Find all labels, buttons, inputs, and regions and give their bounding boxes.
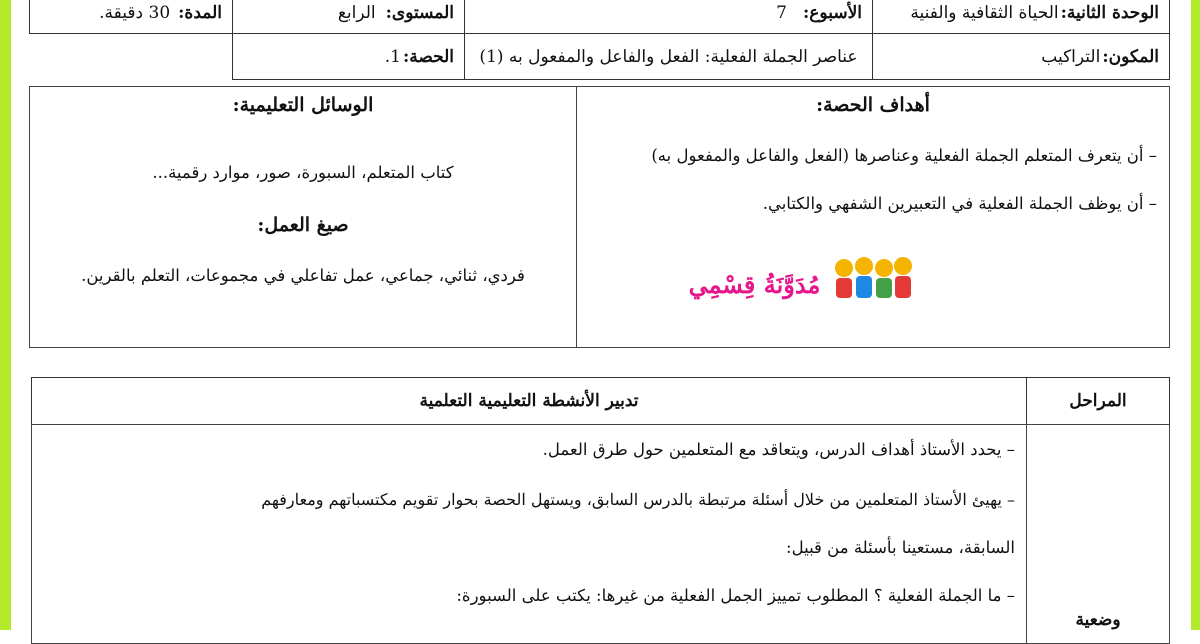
week-value: 7 (776, 3, 787, 23)
management-header: تدبير الأنشطة التعليمية التعلمية (419, 391, 639, 411)
component-value: التراكيب (1041, 46, 1101, 67)
kids-illustration-icon (832, 254, 914, 302)
week-label: الأسبوع: (803, 3, 862, 23)
stages-header-cell (1026, 377, 1170, 425)
session-label: الحصة: (402, 46, 454, 67)
work-forms-text: فردي، ثنائي، جماعي، عمل تفاعلي في مجموعات، التعلم بالقرين. (81, 266, 525, 285)
session-cell (232, 33, 465, 80)
lesson-topic: عناصر الجملة الفعلية: الفعل والفاعل والمفعول به (1) (479, 46, 858, 67)
objective-item-1: – أن يتعرف المتعلم الجملة الفعلية وعناصرها (الفعل والفاعل والمفعول به) (651, 146, 1157, 165)
stage-label: وضعية (1075, 610, 1121, 630)
work-forms-title: صيغ العمل: (257, 214, 349, 236)
duration-label: المدة: (178, 3, 222, 23)
unit-value: الحياة الثقافية والفنية (910, 3, 1059, 23)
duration-value: 30 دقيقة. (99, 3, 171, 23)
session-value: 1. (384, 46, 401, 67)
objective-item-2: – أن يوظف الجملة الفعلية في التعبيرين الشفهي والكتابي. (762, 194, 1157, 213)
objectives-title: أهداف الحصة: (816, 94, 930, 116)
site-logo (672, 254, 912, 310)
kid-body-1 (836, 278, 852, 298)
activity-line-1: – يحدد الأستاذ أهداف الدرس، ويتعاقد مع المتعلمين حول طرق العمل. (542, 440, 1015, 459)
logo-text: مُدَوَّنَةُ قِسْمِي (688, 270, 821, 299)
kid-body-4 (895, 276, 911, 298)
materials-text: كتاب المتعلم، السبورة، صور، موارد رقمية... (152, 163, 454, 182)
unit-label: الوحدة الثانية: (1060, 3, 1159, 23)
stages-header: المراحل (1069, 391, 1127, 411)
week-cell (464, 0, 873, 34)
activity-line-3: السابقة، مستعينا بأسئلة من قبيل: (786, 538, 1015, 557)
kid-body-2 (856, 276, 872, 298)
activity-line-4: – ما الجملة الفعلية ؟ المطلوب تمييز الجمل الفعلية من غيرها: يكتب على السبورة: (456, 586, 1015, 605)
right-border-stripe (1191, 0, 1200, 630)
left-border-stripe (0, 0, 11, 630)
level-value: الرابع (337, 3, 376, 23)
component-cell (872, 33, 1170, 80)
duration-cell (29, 0, 233, 34)
unit-cell (872, 0, 1170, 34)
level-label: المستوى: (385, 3, 454, 23)
kid-head-2 (855, 257, 873, 275)
kid-head-4 (894, 257, 912, 275)
activities-header (31, 377, 1027, 425)
topic-cell (464, 33, 873, 80)
kid-head-3 (875, 259, 893, 277)
kid-body-3 (876, 278, 892, 298)
activity-line-2: – يهيئ الأستاذ المتعلمين من خلال أسئلة مرتبطة بالدرس السابق، ويستهل الحصة بحوار تقويم مكتسباتهم ومعارفهم (261, 490, 1015, 509)
component-label: المكون: (1102, 46, 1159, 67)
materials-title: الوسائل التعليمية: (232, 94, 374, 116)
level-cell (232, 0, 465, 34)
kid-head-1 (835, 259, 853, 277)
